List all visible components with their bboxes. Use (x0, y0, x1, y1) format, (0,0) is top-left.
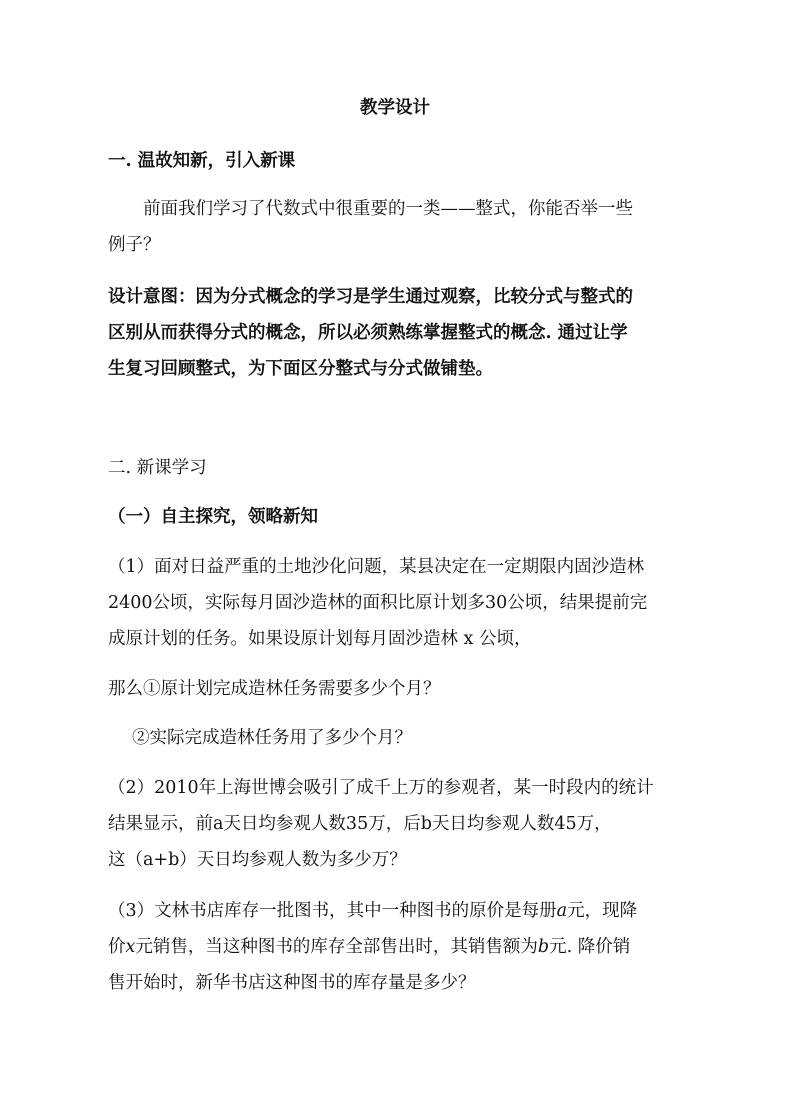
paragraph-line: 前面我们学习了代数式中很重要的一类——整式，你能否举一些 (143, 199, 633, 219)
question-line: （2）2010年上海世博会吸引了成千上万的参观者，某一时段内的统计 (108, 778, 654, 798)
question-line (108, 935, 630, 959)
question-line: ②实际完成造林任务用了多少个月？ (132, 728, 412, 748)
text-run: 元销售，当这种图书的库存全部售出时，其销售额为 (135, 937, 538, 957)
design-intent-line: 区别从而获得分式的概念，所以必须熟练掌握整式的概念. 通过让学 (108, 323, 628, 343)
question-line: 这（a+b）天日均参观人数为多少万？ (108, 850, 407, 870)
document-title: 教学设计 (360, 98, 430, 118)
section-heading-new-lesson: 二. 新课学习 (108, 458, 207, 478)
subsection-heading: （一）自主探究，领略新知 (108, 507, 318, 527)
section-heading-review: 一. 温故知新，引入新课 (108, 151, 296, 171)
question-line: （1）面对日益严重的土地沙化问题，某县决定在一定期限内固沙造林 (108, 557, 645, 577)
question-line: 结果显示，前a天日均参观人数35万，后b天日均参观人数45万， (108, 814, 612, 834)
math-variable: a (556, 901, 568, 921)
design-intent-line: 设计意图：因为分式概念的学习是学生通过观察，比较分式与整式的 (108, 287, 633, 307)
design-intent-line: 生复习回顾整式，为下面区分整式与分式做铺垫。 (108, 359, 493, 379)
text-run: 元. 降价销 (549, 937, 631, 957)
question-line: 那么①原计划完成造林任务需要多少个月？ (108, 679, 441, 699)
text-run: 价 (108, 937, 126, 957)
math-variable: b (537, 937, 550, 957)
math-variable: x (125, 937, 136, 957)
text-run: 元，现降 (567, 901, 638, 921)
question-line: 2400公顷，实际每月固沙造林的面积比原计划多30公顷，结果提前完 (108, 593, 648, 613)
question-line (108, 899, 637, 923)
text-run: （3）文林书店库存一批图书，其中一种图书的原价是每册 (108, 901, 557, 921)
question-line: 成原计划的任务。如果设原计划每月固沙造林 x 公顷， (108, 629, 532, 649)
question-line: 售开始时，新华书店这种图书的库存量是多少？ (108, 973, 476, 993)
paragraph-line: 例子？ (108, 235, 161, 255)
